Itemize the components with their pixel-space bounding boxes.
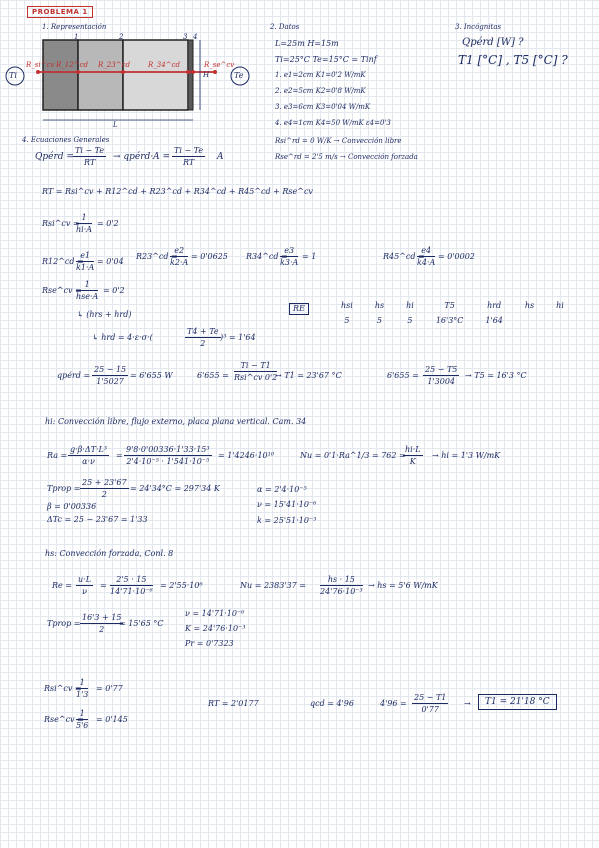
hs-nu-frac: $\frac{hs \cdot 15}{\text{24'76·10⁻³}}$ (320, 575, 363, 596)
datos-line-6: 4. e4=1cm K4=50 W/mK ε4=0'3 (275, 119, 391, 127)
hs-title: hs: Convección forzada, Conl. 8 (45, 549, 174, 558)
table-cell (514, 313, 545, 328)
l-label: L (113, 121, 118, 129)
tprop-lhs: Tprop = (47, 484, 81, 493)
table-header-hs2: hs (524, 301, 535, 310)
table-header-hi: hi (406, 301, 414, 310)
final-rse-value: = 0'145 (96, 715, 128, 724)
rsi-frac: $\frac{1}{hi\cdot A}$ (76, 213, 93, 234)
node-1 (76, 70, 80, 74)
qperd-frac: $\frac{25 - 15}{1'5027}$ (94, 365, 127, 386)
r12-lhs: R12^cd = (42, 257, 84, 266)
final-rsi-value: = 0'77 (96, 684, 123, 693)
nu-result: → hi = 1'3 W/mK (432, 451, 501, 460)
table-header-hsi: hsi (341, 301, 353, 310)
rse-frac: 1 hse·A (76, 280, 99, 301)
nu-value: ν = 15'41·10⁻⁶ (257, 500, 317, 509)
r12-value: = 0'04 (97, 257, 124, 266)
nu-lhs: Nu = 0'1·Ra^1/3 = 762 = (300, 451, 406, 460)
hs-result: → hs = 5'6 W/mK (368, 581, 438, 590)
datos-line-1: L=25m H=15m (275, 39, 339, 48)
beta-value: β = 0'00336 (47, 502, 97, 511)
k-value: k = 25'51·10⁻³ (257, 516, 317, 525)
resistance-r23: R_23^cd (98, 61, 130, 69)
r34-value: = 1 (302, 252, 317, 261)
ra-frac-1: $\frac{\text{g·β·ΔT·L³}}{\alpha\cdot\nu}$ (70, 445, 108, 466)
rsi-value: = 0'2 (97, 219, 119, 228)
table-cell: 1'64 (485, 316, 503, 325)
incognitas-title: 3. Incógnitas (455, 23, 502, 31)
r23-lhs: R23^cd = (136, 252, 178, 261)
table-row (330, 313, 575, 328)
q-eq-lhs: Qpérd = (35, 152, 74, 162)
table-header-hs: hs (374, 301, 385, 310)
final-arrow: → (464, 699, 471, 708)
re-lhs: Re = (52, 581, 73, 590)
node-ti (36, 70, 40, 74)
table-cell: 16'3°C (435, 316, 464, 325)
layer-label-4: 4 (193, 33, 198, 41)
r12-frac: $\frac{e1}{k1\cdot A}$ (76, 251, 95, 272)
table-cell: 5 (376, 316, 382, 325)
table-header-row (330, 298, 575, 313)
resistance-r34: R_34^cd (148, 61, 180, 69)
t1-frac: Ti − T1 Rsi^cv 0'2 (234, 361, 278, 382)
layer-4 (188, 40, 193, 110)
t5-lhs: 6'655 = (387, 371, 419, 380)
tprop-frac: $\frac{25 + 23'67}{2}$ (82, 478, 127, 499)
problem-title: PROBLEMA 1 (27, 6, 93, 18)
resistance-rse: R_se^cv (204, 61, 235, 69)
resistance-r12: R_12^cd (56, 61, 88, 69)
r34-lhs: R34^cd = (246, 252, 288, 261)
hse-note: ↳ (hrs + hrd) (77, 310, 132, 319)
ti-label: Ti (9, 71, 17, 80)
final-result-box: T1 = 21'18 °C (478, 694, 557, 710)
final-rt: RT = 2'0177 (208, 699, 259, 708)
datos-line-4: 2. e2=5cm K2=0'8 W/mK (275, 87, 366, 95)
r23-frac: $\frac{e2}{k2\cdot A}$ (170, 246, 189, 267)
hs-tprop-lhs: Tprop = (47, 619, 81, 628)
rse-value: = 0'2 (103, 286, 125, 295)
hrd-eq: ↳ hrd = 4·ε·σ·( (92, 333, 153, 342)
te-label: Te (234, 71, 244, 80)
hs-nu-lhs: Nu = 2383'37 = (240, 581, 306, 590)
qperd-value: = 6'655 W (130, 371, 173, 380)
layer-3 (123, 40, 188, 110)
r45-value: = 0'0002 (438, 252, 475, 261)
q-eq-frac-2: $\frac{Ti - Te}{RT}$ (174, 146, 204, 167)
general-title: 4. Ecuaciones Generales (22, 136, 110, 144)
t1-result: → T1 = 23'67 °C (275, 371, 342, 380)
table-header-t5: T5 (444, 301, 455, 310)
hi-title: hi: Convección libre, flujo externo, placa plana vertical. Cam. 34 (45, 417, 307, 426)
datos-line-7: Rsi^rd = 0 W/K → Convección libre (275, 137, 402, 145)
layer-label-1: 1 (74, 33, 79, 41)
diagram-section-title: 1. Representación (42, 23, 107, 31)
node-te (213, 70, 217, 74)
hs-tprop-value: = 15'65 °C (119, 619, 164, 628)
final-rse-frac: $\frac{1}{5'6}$ (76, 709, 89, 730)
layer-2 (78, 40, 123, 110)
t1-lhs: 6'655 = (197, 371, 229, 380)
ra-value: = 1'4246·10¹⁰ (218, 451, 275, 460)
q-eq-tail: A (217, 152, 224, 162)
r23-value: = 0'0625 (191, 252, 228, 261)
layer-label-2: 2 (119, 33, 124, 41)
r45-frac: $\frac{e4}{k4\cdot A}$ (417, 246, 436, 267)
t5-frac: $\frac{25 - T5}{1'3004}$ (425, 365, 458, 386)
final-qcd: qcd = 4'96 (310, 699, 354, 708)
final-eq-lhs: 4'96 = (380, 699, 407, 708)
hs-nu-value: ν = 14'71·10⁻⁶ (185, 609, 245, 618)
datos-title: 2. Datos (270, 23, 300, 31)
final-rsi-lhs: Rsi^cv = (44, 684, 82, 693)
h-iteration-table (330, 298, 575, 328)
hrd-frac: $\frac{T4 + Te}{2}$ (187, 327, 219, 348)
node-4 (191, 70, 195, 74)
h-label: H (203, 71, 210, 79)
q-eq-frac-1: $\frac{Ti - Te}{RT}$ (75, 146, 105, 167)
r45-lhs: R45^cd = (383, 252, 425, 261)
qperd-lhs: qpérd = (57, 371, 91, 380)
layer-1 (43, 40, 78, 110)
resistance-rsi: R_si^cv (26, 61, 55, 69)
hrd-tail: )³ = 1'64 (220, 333, 256, 342)
rt-equation: RT = Rsi^cv + R12^cd + R23^cd + R34^cd + R45^cd + Rse^cv (42, 187, 313, 196)
datos-line-5: 3. e3=6cm K3=0'04 W/mK (275, 103, 371, 111)
re-eq: = (100, 581, 107, 590)
table-cell: 5 (407, 316, 413, 325)
hs-pr-value: Pr = 0'7323 (185, 639, 234, 648)
rsi-lhs: Rsi^cv = (42, 219, 80, 228)
incognitas-line-1: Qpérd [W] ? (462, 37, 524, 48)
table-header-hi2: hi (556, 301, 564, 310)
final-rsi-frac: $\frac{1}{1'3}$ (76, 678, 89, 699)
dt-value: ΔTc = 25 − 23'67 = 1'33 (47, 515, 148, 524)
hs-tprop-frac: $\frac{16'3 + 15}{2}$ (82, 613, 122, 634)
datos-line-3: 1. e1=2cm K1=0'2 W/mK (275, 71, 366, 79)
table-cell: 5 (344, 316, 350, 325)
node-2 (121, 70, 125, 74)
tprop-value: = 24'34°C = 297'34 K (130, 484, 220, 493)
ra-eq: = (116, 451, 123, 460)
incognitas-line-2: T1 [°C] , T5 [°C] ? (458, 53, 568, 67)
re-table-label: RE (289, 303, 309, 315)
ra-frac-2: $\frac{\text{9'8·0'00336·1'33·15³}}{\text{2'4·10⁻⁵ · 1'541·10⁻⁵}}$ (126, 445, 210, 466)
alpha-value: α = 2'4·10⁻⁵ (257, 485, 307, 494)
ra-lhs: Ra = (47, 451, 68, 460)
re-value: = 2'55·10⁶ (160, 581, 203, 590)
node-3 (186, 70, 190, 74)
hs-k-value: K = 24'76·10⁻³ (185, 624, 246, 633)
re-frac-2: $\frac{2'5 \cdot 15}{\text{14'71·10⁻⁶}}$ (110, 575, 153, 596)
wall-diagram (0, 20, 260, 135)
datos-line-2: Ti=25°C Te=15°C = Tinf (275, 55, 377, 64)
table-header-hrd: hrd (487, 301, 502, 310)
table-cell (545, 313, 575, 328)
t5-result: → T5 = 16'3 °C (465, 371, 527, 380)
layer-label-3: 3 (183, 33, 188, 41)
final-rse-lhs: Rse^cv = (44, 715, 84, 724)
re-frac: $\frac{u\cdot L}{\nu}$ (78, 575, 92, 596)
rse-lhs: Rse^cv = (42, 286, 82, 295)
final-eq-frac: $\frac{25 - T1}{0'77}$ (414, 693, 447, 714)
r34-frac: $\frac{e3}{k3\cdot A}$ (280, 246, 299, 267)
nu-frac: $\frac{hi\cdot L}{K}$ (405, 445, 421, 466)
datos-line-8: Rse^rd = 2'5 m/s → Convección forzada (275, 153, 418, 161)
q-eq-mid: → qpérd·A = (113, 152, 171, 162)
